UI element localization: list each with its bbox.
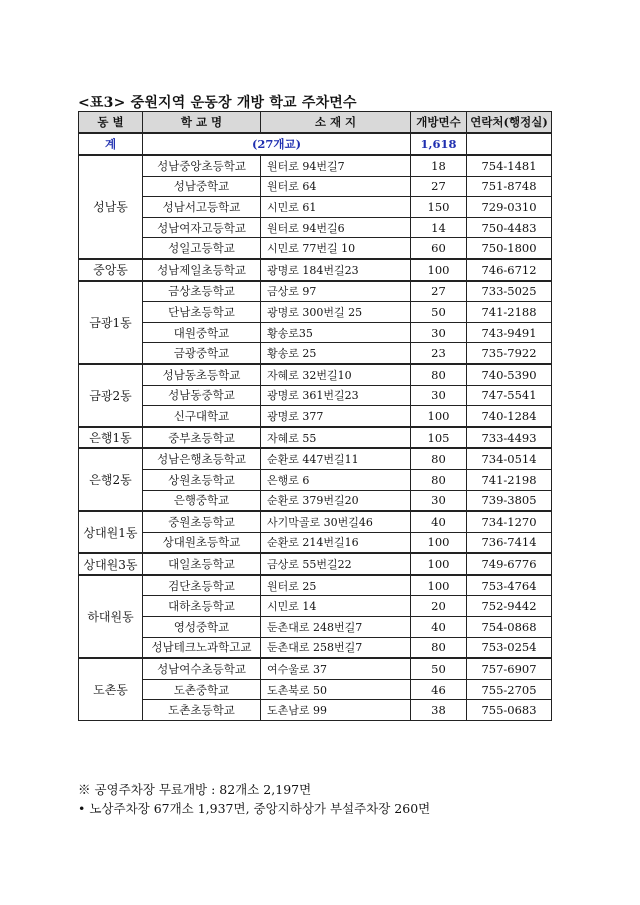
address-cell: 원터로 94번길6 bbox=[261, 217, 411, 238]
table-row bbox=[79, 302, 552, 323]
school-cell: 은행중학교 bbox=[143, 490, 261, 511]
school-cell: 중부초등학교 bbox=[143, 427, 261, 449]
table-row bbox=[79, 217, 552, 238]
spaces-cell: 14 bbox=[411, 217, 467, 238]
phone-cell: 751-8748 bbox=[467, 176, 552, 197]
spaces-cell: 40 bbox=[411, 511, 467, 532]
phone-cell: 753-0254 bbox=[467, 637, 552, 658]
table-row bbox=[79, 490, 552, 511]
spaces-cell: 38 bbox=[411, 700, 467, 721]
address-cell: 시민로 14 bbox=[261, 596, 411, 617]
header-dong: 동 별 bbox=[79, 112, 143, 134]
phone-cell: 754-1481 bbox=[467, 155, 552, 176]
spaces-cell: 20 bbox=[411, 596, 467, 617]
table-row bbox=[79, 197, 552, 218]
school-cell: 중원초등학교 bbox=[143, 511, 261, 532]
address-cell: 도촌남로 99 bbox=[261, 700, 411, 721]
phone-cell: 755-0683 bbox=[467, 700, 552, 721]
phone-cell: 754-0868 bbox=[467, 617, 552, 638]
spaces-cell: 105 bbox=[411, 427, 467, 449]
dong-cell: 성남동 bbox=[79, 155, 143, 259]
school-cell: 상원초등학교 bbox=[143, 469, 261, 490]
spaces-cell: 30 bbox=[411, 490, 467, 511]
school-cell: 성남여수초등학교 bbox=[143, 658, 261, 679]
phone-cell: 741-2188 bbox=[467, 302, 552, 323]
school-cell: 성남중앙초등학교 bbox=[143, 155, 261, 176]
table-row bbox=[79, 532, 552, 553]
spaces-cell: 80 bbox=[411, 364, 467, 385]
school-cell: 검단초등학교 bbox=[143, 575, 261, 596]
table-row bbox=[79, 469, 552, 490]
spaces-cell: 30 bbox=[411, 385, 467, 406]
dong-cell: 은행1동 bbox=[79, 427, 143, 449]
spaces-cell: 27 bbox=[411, 281, 467, 302]
table-row bbox=[79, 658, 552, 679]
address-cell: 순환로 447번길11 bbox=[261, 448, 411, 469]
phone-cell: 736-7414 bbox=[467, 532, 552, 553]
total-label: 계 bbox=[79, 133, 143, 155]
table-row bbox=[79, 322, 552, 343]
school-cell: 성남중학교 bbox=[143, 176, 261, 197]
spaces-cell: 27 bbox=[411, 176, 467, 197]
phone-cell: 740-5390 bbox=[467, 364, 552, 385]
dong-cell: 금광2동 bbox=[79, 364, 143, 427]
address-cell: 둔촌대로 258번길7 bbox=[261, 637, 411, 658]
address-cell: 은행로 6 bbox=[261, 469, 411, 490]
school-cell: 성남은행초등학교 bbox=[143, 448, 261, 469]
note-public-parking: ※ 공영주차장 무료개방 : 82개소 2,197면 bbox=[78, 782, 312, 797]
phone-cell: 750-1800 bbox=[467, 238, 552, 259]
school-cell: 금상초등학교 bbox=[143, 281, 261, 302]
spaces-cell: 100 bbox=[411, 259, 467, 281]
address-cell: 광명로 361번길23 bbox=[261, 385, 411, 406]
table-row bbox=[79, 553, 552, 575]
dong-cell: 상대원1동 bbox=[79, 511, 143, 553]
table-row bbox=[79, 511, 552, 532]
school-cell: 성남서고등학교 bbox=[143, 197, 261, 218]
total-spaces: 1,618 bbox=[411, 133, 467, 155]
address-cell: 원터로 25 bbox=[261, 575, 411, 596]
spaces-cell: 50 bbox=[411, 302, 467, 323]
dong-cell: 중앙동 bbox=[79, 259, 143, 281]
table-row bbox=[79, 343, 552, 364]
table-row bbox=[79, 700, 552, 721]
address-cell: 황송로35 bbox=[261, 322, 411, 343]
table-row bbox=[79, 596, 552, 617]
spaces-cell: 50 bbox=[411, 658, 467, 679]
table-title: <표3> 중원지역 운동장 개방 학교 주차면수 bbox=[78, 95, 357, 111]
phone-cell: 752-9442 bbox=[467, 596, 552, 617]
table-row bbox=[79, 281, 552, 302]
school-cell: 성남동초등학교 bbox=[143, 364, 261, 385]
spaces-cell: 100 bbox=[411, 532, 467, 553]
phone-cell: 734-1270 bbox=[467, 511, 552, 532]
dong-cell: 은행2동 bbox=[79, 448, 143, 511]
spaces-cell: 40 bbox=[411, 617, 467, 638]
header-spaces: 개방면수 bbox=[411, 112, 467, 134]
phone-cell: 757-6907 bbox=[467, 658, 552, 679]
address-cell: 자혜로 55 bbox=[261, 427, 411, 449]
phone-cell: 734-0514 bbox=[467, 448, 552, 469]
address-cell: 원터로 94번길7 bbox=[261, 155, 411, 176]
parking-table bbox=[78, 111, 552, 721]
address-cell: 시민로 61 bbox=[261, 197, 411, 218]
address-cell: 순환로 214번길16 bbox=[261, 532, 411, 553]
school-cell: 영성중학교 bbox=[143, 617, 261, 638]
dong-cell: 상대원3동 bbox=[79, 553, 143, 575]
phone-cell: 753-4764 bbox=[467, 575, 552, 596]
address-cell: 금상로 97 bbox=[261, 281, 411, 302]
phone-cell: 729-0310 bbox=[467, 197, 552, 218]
table-row bbox=[79, 385, 552, 406]
dong-cell: 하대원동 bbox=[79, 575, 143, 658]
school-cell: 대하초등학교 bbox=[143, 596, 261, 617]
spaces-cell: 30 bbox=[411, 322, 467, 343]
phone-cell: 743-9491 bbox=[467, 322, 552, 343]
note-street-parking: • 노상주차장 67개소 1,937면, 중앙지하상가 부설주차장 260면 bbox=[78, 801, 431, 816]
table-row bbox=[79, 406, 552, 427]
phone-cell: 739-3805 bbox=[467, 490, 552, 511]
phone-cell: 741-2198 bbox=[467, 469, 552, 490]
table-row bbox=[79, 637, 552, 658]
spaces-cell: 100 bbox=[411, 553, 467, 575]
total-phone-empty bbox=[467, 133, 552, 155]
school-cell: 성일고등학교 bbox=[143, 238, 261, 259]
address-cell: 광명로 377 bbox=[261, 406, 411, 427]
table-row bbox=[79, 259, 552, 281]
school-cell: 대원중학교 bbox=[143, 322, 261, 343]
table-row bbox=[79, 155, 552, 176]
school-cell: 도촌초등학교 bbox=[143, 700, 261, 721]
phone-cell: 749-6776 bbox=[467, 553, 552, 575]
address-cell: 황송로 25 bbox=[261, 343, 411, 364]
spaces-cell: 80 bbox=[411, 469, 467, 490]
total-count: (27개교) bbox=[143, 133, 411, 155]
spaces-cell: 100 bbox=[411, 406, 467, 427]
dong-cell: 금광1동 bbox=[79, 281, 143, 364]
school-cell: 성남동중학교 bbox=[143, 385, 261, 406]
address-cell: 광명로 184번길23 bbox=[261, 259, 411, 281]
address-cell: 원터로 64 bbox=[261, 176, 411, 197]
address-cell: 자혜로 32번길10 bbox=[261, 364, 411, 385]
phone-cell: 733-4493 bbox=[467, 427, 552, 449]
notes bbox=[78, 780, 430, 818]
spaces-cell: 80 bbox=[411, 448, 467, 469]
table-row bbox=[79, 427, 552, 449]
address-cell: 여수울로 37 bbox=[261, 658, 411, 679]
table-row bbox=[79, 575, 552, 596]
school-cell: 대일초등학교 bbox=[143, 553, 261, 575]
spaces-cell: 46 bbox=[411, 679, 467, 700]
header-row bbox=[79, 112, 552, 134]
phone-cell: 746-6712 bbox=[467, 259, 552, 281]
address-cell: 둔촌대로 248번길7 bbox=[261, 617, 411, 638]
spaces-cell: 23 bbox=[411, 343, 467, 364]
total-row bbox=[79, 133, 552, 155]
spaces-cell: 150 bbox=[411, 197, 467, 218]
phone-cell: 740-1284 bbox=[467, 406, 552, 427]
spaces-cell: 18 bbox=[411, 155, 467, 176]
header-address: 소 재 지 bbox=[261, 112, 411, 134]
header-phone: 연락처(행정실) bbox=[467, 112, 552, 134]
dong-cell: 도촌동 bbox=[79, 658, 143, 720]
phone-cell: 733-5025 bbox=[467, 281, 552, 302]
address-cell: 광명로 300번길 25 bbox=[261, 302, 411, 323]
address-cell: 도촌북로 50 bbox=[261, 679, 411, 700]
school-cell: 금광중학교 bbox=[143, 343, 261, 364]
school-cell: 신구대학교 bbox=[143, 406, 261, 427]
address-cell: 금상로 55번길22 bbox=[261, 553, 411, 575]
school-cell: 성남여자고등학교 bbox=[143, 217, 261, 238]
school-cell: 단남초등학교 bbox=[143, 302, 261, 323]
phone-cell: 750-4483 bbox=[467, 217, 552, 238]
school-cell: 성남제일초등학교 bbox=[143, 259, 261, 281]
table-row bbox=[79, 679, 552, 700]
school-cell: 상대원초등학교 bbox=[143, 532, 261, 553]
spaces-cell: 100 bbox=[411, 575, 467, 596]
spaces-cell: 80 bbox=[411, 637, 467, 658]
address-cell: 시민로 77번길 10 bbox=[261, 238, 411, 259]
school-cell: 도촌중학교 bbox=[143, 679, 261, 700]
school-cell: 성남테크노과학고교 bbox=[143, 637, 261, 658]
phone-cell: 735-7922 bbox=[467, 343, 552, 364]
address-cell: 사기막골로 30번길46 bbox=[261, 511, 411, 532]
address-cell: 순환로 379번길20 bbox=[261, 490, 411, 511]
header-school: 학 교 명 bbox=[143, 112, 261, 134]
table-row bbox=[79, 364, 552, 385]
spaces-cell: 60 bbox=[411, 238, 467, 259]
phone-cell: 747-5541 bbox=[467, 385, 552, 406]
table-row bbox=[79, 617, 552, 638]
table-row bbox=[79, 238, 552, 259]
table-row bbox=[79, 176, 552, 197]
table-row bbox=[79, 448, 552, 469]
phone-cell: 755-2705 bbox=[467, 679, 552, 700]
